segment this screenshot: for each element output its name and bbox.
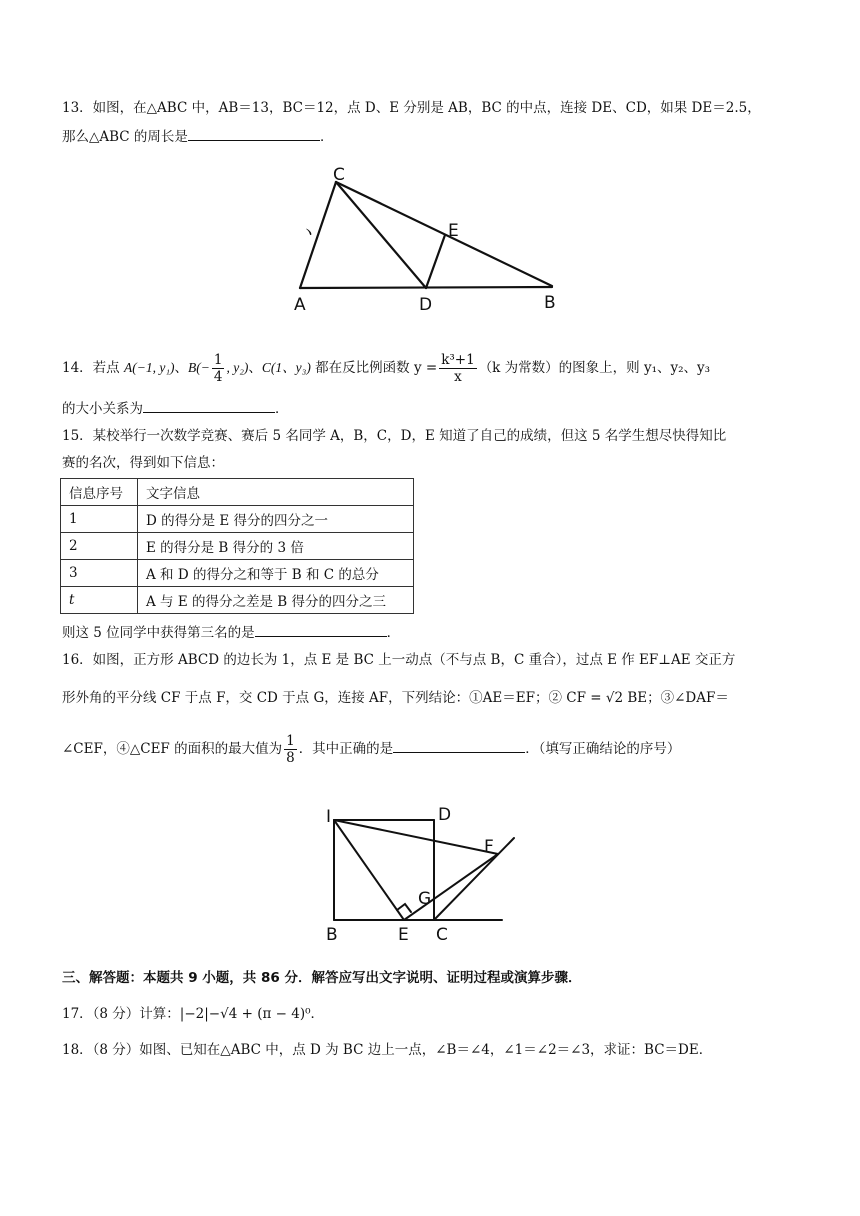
q16-frac-num: 1	[286, 733, 295, 749]
q14-frac-den: 4	[213, 369, 223, 385]
table-row	[61, 533, 414, 560]
table-cell: A 和 D 的得分之和等于 B 和 C 的总分	[138, 560, 414, 587]
q13-label-d: D	[419, 295, 433, 315]
q16-line1: 16．如图，正方形 ABCD 的边长为 1，点 E 是 BC 上一动点（不与点 B，C 重合），过点 E 作 EF⊥AE 交正方	[62, 652, 736, 668]
q14-func-den: x	[454, 369, 462, 385]
table-cell: 3	[61, 560, 138, 587]
q16-frac	[284, 733, 297, 766]
q13-label-c: C	[333, 165, 345, 185]
table-cell: t	[61, 587, 138, 614]
q13-label-b: B	[544, 293, 556, 313]
q14-line1	[62, 352, 802, 385]
q16-label-d: D	[438, 805, 452, 825]
q14-point-c: C(1、y₃)	[261, 360, 311, 375]
q18: 18．（8 分）如图、已知在△ABC 中，点 D 为 BC 边上一点，∠B＝∠4，∠1＝∠2＝∠3，求证：BC＝DE．	[62, 1042, 713, 1058]
q14-line2	[62, 398, 802, 419]
table-row	[61, 587, 414, 614]
q16-label-f: F	[484, 837, 494, 857]
table-header-cell: 信息序号	[61, 479, 138, 506]
q15-line1: 15．某校举行一次数学竞赛、赛后 5 名同学 A，B，C，D，E 知道了自己的成绩，但这 5 名学生想尽快得知比	[62, 428, 727, 444]
q16-line3-b: ．其中正确的是	[298, 741, 394, 757]
q14-func	[439, 352, 477, 385]
q16-label-g: G	[418, 889, 432, 909]
q14-frac	[212, 352, 225, 385]
q16-line3-c: ．（填写正确结论的序号）	[525, 741, 681, 757]
q15-answer-blank	[255, 622, 387, 637]
q16-label-a: I	[326, 807, 332, 827]
q14-prefix: 14．若点	[62, 360, 120, 376]
q16-line2: 形外角的平分线 CF 于点 F，交 CD 于点 G，连接 AF，下列结论：①AE＝EF；② CF = √2 BE；③∠DAF＝	[62, 690, 729, 706]
table-cell: 1	[61, 506, 138, 533]
q13-line2-end: ．	[319, 129, 334, 145]
q14-text-end: （k 为常数）的图象上，则 y₁、y₂、y₃	[478, 360, 711, 376]
q15-after	[62, 622, 802, 643]
q16-square-figure	[318, 800, 518, 950]
q13-label-a: A	[294, 295, 306, 315]
q15-info-table	[60, 478, 414, 614]
q13-line1: 13．如图，在△ABC 中，AB＝13，BC＝12，点 D、E 分别是 AB，BC 的中点，连接 DE、CD，如果 DE＝2.5，	[62, 100, 761, 116]
q14-text-mid: 都在反比例函数 y =	[315, 360, 438, 376]
q16-answer-blank	[393, 738, 525, 753]
q16-label-e: E	[398, 925, 409, 945]
table-row	[61, 560, 414, 587]
q16-frac-den: 8	[286, 750, 295, 766]
q13-line2-text: 那么△ABC 的周长是	[62, 129, 188, 145]
q14-point-a: A(−1, y₁)	[123, 360, 175, 375]
q13-label-e: E	[448, 221, 459, 241]
q16-label-c: C	[436, 925, 448, 945]
q15-after-end: ．	[386, 625, 401, 641]
q17: 17．（8 分）计算：|−2|−√4 + (π − 4)⁰．	[62, 1006, 325, 1022]
q13-line2	[62, 126, 802, 147]
table-header-cell: 文字信息	[138, 479, 414, 506]
q14-func-num: k³+1	[441, 352, 475, 368]
section-3-heading: 三、解答题：本题共 9 小题，共 86 分．解答应写出文字说明、证明过程或演算步骤．	[62, 970, 582, 986]
table-row	[61, 506, 414, 533]
q14-answer-blank	[143, 398, 275, 413]
q14-point-b-suffix: , y₂)	[226, 360, 249, 375]
table-cell: E 的得分是 B 得分的 3 倍	[138, 533, 414, 560]
q13-label-side: ヽ	[300, 223, 317, 243]
q14-sep2: 、	[248, 360, 262, 376]
table-cell: D 的得分是 E 得分的四分之一	[138, 506, 414, 533]
q14-sep1: 、	[174, 360, 189, 376]
q14-frac-num: 1	[213, 352, 223, 368]
q14-line2-text: 的大小关系为	[62, 401, 143, 417]
q16-line3	[62, 732, 802, 766]
q14-point-b-prefix: B(−	[188, 360, 210, 375]
table-cell: 2	[61, 533, 138, 560]
q16-label-b: B	[326, 925, 338, 945]
q16-line3-a: ∠CEF，④△CEF 的面积的最大值为	[62, 741, 283, 757]
q15-line2: 赛的名次，得到如下信息：	[62, 455, 224, 471]
q14-line2-end: ．	[275, 401, 289, 417]
q13-triangle-figure	[290, 160, 570, 320]
q15-after-text: 则这 5 位同学中获得第三名的是	[62, 625, 255, 641]
table-cell: A 与 E 的得分之差是 B 得分的四分之三	[138, 587, 414, 614]
table-header-row	[61, 479, 414, 506]
q13-answer-blank	[188, 126, 320, 141]
